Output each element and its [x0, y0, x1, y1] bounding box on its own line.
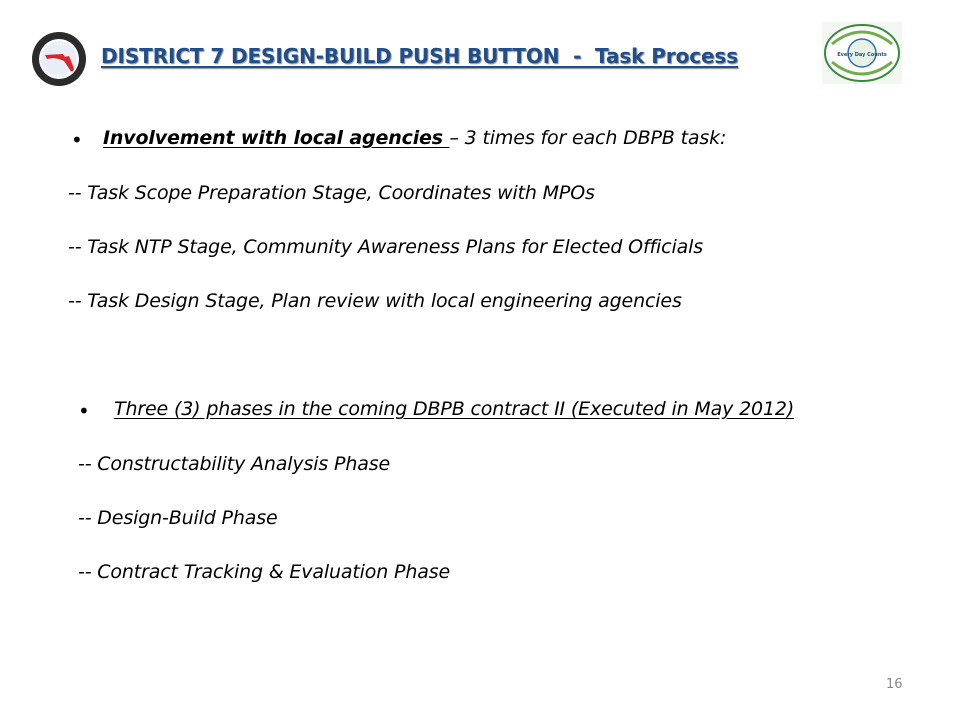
page-title: DISTRICT 7 DESIGN-BUILD PUSH BUTTON - Task Process — [101, 44, 739, 68]
fdot-seal-icon — [31, 31, 87, 87]
page-number: 16 — [886, 677, 903, 692]
list-item: -- Task Scope Preparation Stage, Coordinates with MPOs — [68, 182, 595, 204]
section1-heading — [103, 127, 726, 149]
list-item: -- Task Design Stage, Plan review with local engineering agencies — [68, 290, 682, 312]
list-item: -- Task NTP Stage, Community Awareness Plans for Elected Officials — [68, 236, 703, 258]
every-day-counts-logo-icon — [822, 22, 902, 84]
bullet-icon: • — [78, 399, 90, 423]
list-item: -- Design-Build Phase — [78, 507, 278, 529]
edc-logo-text: Every Day Counts — [837, 52, 887, 58]
list-item: -- Constructability Analysis Phase — [78, 453, 391, 475]
section1-heading-rest: – 3 times for each DBPB task: — [449, 127, 727, 149]
bullet-icon: • — [71, 128, 83, 152]
section1-heading-underlined: Involvement with local agencies — [103, 127, 450, 149]
list-item: -- Contract Tracking & Evaluation Phase — [78, 561, 451, 583]
section2-heading: Three (3) phases in the coming DBPB contract II (Executed in May 2012) — [114, 398, 795, 420]
